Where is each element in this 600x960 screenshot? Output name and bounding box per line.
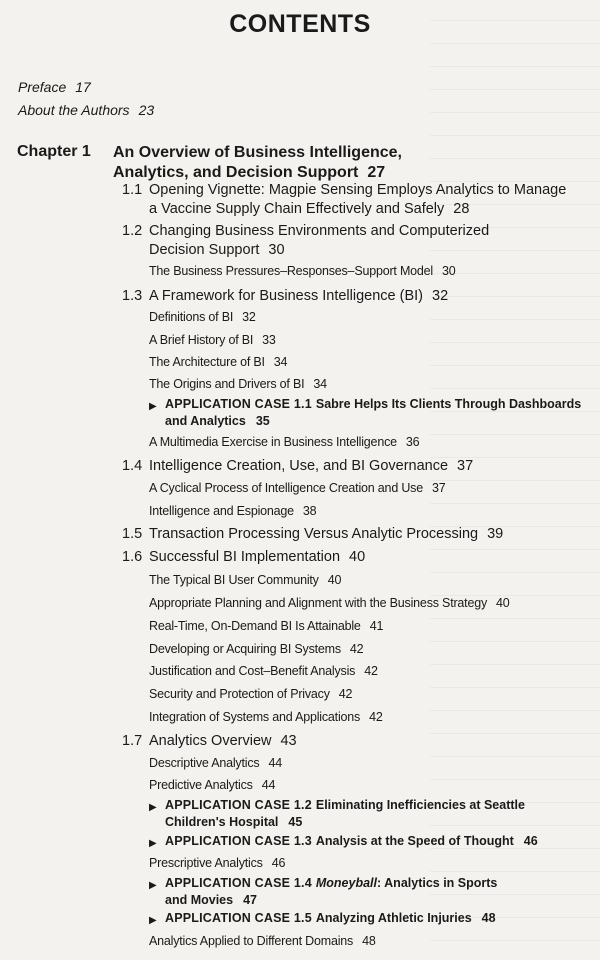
page-number: 41 — [369, 619, 384, 633]
page-number: 33 — [262, 333, 276, 347]
page-number: 42 — [349, 642, 364, 656]
section-number: 1.4 — [122, 458, 143, 474]
page-number: 47 — [243, 893, 257, 907]
page-number: 27 — [367, 164, 386, 181]
case-label: APPLICATION CASE 1.1 — [165, 397, 312, 411]
subsection-integration-systems[interactable]: Integration of Systems and Applications 42 — [149, 710, 383, 724]
subsection-appropriate-planning[interactable]: Appropriate Planning and Alignment with the Business Strategy 40 — [149, 596, 510, 610]
subsection-intelligence-espionage[interactable]: Intelligence and Espionage 38 — [149, 504, 317, 518]
section-number: 1.5 — [122, 526, 143, 542]
page-number: 42 — [369, 710, 383, 724]
triangle-bullet-icon: ▶ — [149, 880, 157, 891]
triangle-bullet-icon: ▶ — [149, 838, 157, 849]
subsection-justification-cost-benefit[interactable]: Justification and Cost–Benefit Analysis 42 — [149, 664, 378, 678]
subsection-analytics-domains[interactable]: Analytics Applied to Different Domains 48 — [149, 934, 376, 948]
page-number: 32 — [432, 288, 449, 304]
page-number: 42 — [338, 687, 353, 701]
page-number: 34 — [273, 355, 288, 369]
subsection-multimedia-exercise[interactable]: A Multimedia Exercise in Business Intelligence 36 — [149, 435, 420, 449]
page-number: 45 — [288, 815, 303, 829]
subsection-predictive-analytics[interactable]: Predictive Analytics 44 — [149, 778, 276, 792]
page-number: 35 — [255, 414, 270, 428]
front-matter-about-authors[interactable] — [18, 102, 154, 118]
page-number: 46 — [523, 834, 538, 848]
section-number: 1.3 — [122, 288, 143, 304]
page-number: 44 — [261, 778, 276, 792]
front-matter-preface[interactable] — [18, 79, 91, 95]
page-number: 30 — [268, 242, 285, 258]
subsection-origins-drivers-bi[interactable]: The Origins and Drivers of BI 34 — [149, 377, 327, 391]
page-number: 42 — [364, 664, 378, 678]
page-number: 28 — [453, 201, 470, 217]
subsection-brief-history-bi[interactable]: A Brief History of BI 33 — [149, 333, 276, 347]
chapter-title-line1: An Overview of Business Intelligence, — [113, 144, 402, 161]
page-number: 48 — [362, 934, 376, 948]
case-label: APPLICATION CASE 1.3 — [165, 834, 312, 848]
page-title: CONTENTS — [229, 10, 371, 38]
subsection-business-pressures[interactable]: The Business Pressures–Responses–Support Model 30 — [149, 264, 456, 278]
page-number: 37 — [431, 481, 446, 495]
page-number: 37 — [457, 458, 474, 474]
page-number: 17 — [75, 79, 91, 95]
chapter-title-line2: Analytics, and Decision Support — [113, 164, 359, 181]
section-number: 1.6 — [122, 549, 143, 565]
page-number: 48 — [481, 911, 496, 925]
page-number: 40 — [496, 596, 510, 610]
section-title: Transaction Processing Versus Analytic Processing 39 — [149, 526, 504, 542]
case-label: APPLICATION CASE 1.2 — [165, 798, 312, 812]
subsection-real-time-bi[interactable]: Real-Time, On-Demand BI Is Attainable 41 — [149, 619, 384, 633]
subsection-cyclical-process[interactable]: A Cyclical Process of Intelligence Creation and Use 37 — [149, 481, 446, 495]
chapter-title[interactable] — [113, 143, 402, 183]
triangle-bullet-icon: ▶ — [149, 915, 157, 926]
subsection-definitions-of-bi[interactable]: Definitions of BI 32 — [149, 310, 256, 324]
entry-label: Preface — [18, 79, 67, 95]
case-label: APPLICATION CASE 1.4 — [165, 876, 312, 890]
subsection-architecture-of-bi[interactable]: The Architecture of BI 34 — [149, 355, 288, 369]
subsection-security-privacy[interactable]: Security and Protection of Privacy 42 — [149, 687, 353, 701]
triangle-bullet-icon: ▶ — [149, 401, 157, 412]
page-number: 30 — [442, 264, 456, 278]
page-number: 39 — [487, 526, 504, 542]
section-number: 1.2 — [122, 223, 143, 239]
section-title: Analytics Overview 43 — [149, 733, 297, 749]
page-number: 43 — [280, 733, 297, 749]
page-number: 40 — [349, 549, 366, 565]
page-number: 38 — [302, 504, 317, 518]
page-number: 40 — [327, 573, 342, 587]
subsection-descriptive-analytics[interactable]: Descriptive Analytics 44 — [149, 756, 282, 770]
section-number: 1.1 — [122, 182, 143, 198]
page-number: 23 — [138, 102, 155, 118]
entry-label: About the Authors — [18, 102, 130, 118]
section-title: A Framework for Business Intelligence (BI) 32 — [149, 288, 449, 304]
page-number: 34 — [313, 377, 327, 391]
section-title: Successful BI Implementation 40 — [149, 549, 366, 565]
section-number: 1.7 — [122, 733, 143, 749]
subsection-developing-bi-systems[interactable]: Developing or Acquiring BI Systems 42 — [149, 642, 364, 656]
case-label: APPLICATION CASE 1.5 — [165, 911, 312, 925]
section-title: Changing Business Environments and Computerized Decision Support 30 — [149, 223, 490, 258]
page-number: 44 — [268, 756, 282, 770]
section-title: Intelligence Creation, Use, and BI Governance 37 — [149, 458, 474, 474]
page-number: 36 — [405, 435, 420, 449]
toc-page: CONTENTS Preface 17 About the Authors 23 Chapter 1 An Overview of Business Intelligence, Analytics, and Decision Support 27 1.1 Opening Vignette: Magpie Sensing Employs Analytics to Manage a Vaccine Supply Chain Effectively and Safely 28 1.2 Changing Business Environments and Computerized Decision Support 30 The Business Pressures–Responses–Support Model 30 1.3 A Framework for Business Intelligence (BI) 32 Definitions of BI 32 A Brief History of BI 33 The Architecture of BI 34 The Origins and Drivers of BI 34 ▶ APPLICATION CASE 1.1 Sabre Helps Its Clients Through Dashboards and Analytics 35 A Multimedia Exercise in Business Intelligence 36 1.4 Intelligence Creation, Use, and BI Governance 37 A Cyclical Process of Intelligence Creation and Use 37 Intelligence and Espionage 38 1.5 Transaction Processing Versus Analytic Processing 39 1.6 Successful BI Implementation 40 The Typical BI User Community 40 Appropriate Planning and Alignment with the Business Strategy 40 Real-Time, On-Demand BI Is Attainable 41 Developing or Acquiring BI Systems 42 Justification and Cost–Benefit Analysis 42 Security and Protection of Privacy 42 Integration of Systems and Applications 42 1.7 Analytics Overview 43 Descriptive Analytics 44 Predictive Analytics 44 ▶ APPLICATION CASE 1.2 Eliminating Inefficiencies at Seattle Children's Hospital 45 ▶ APPLICATION CASE 1.3 Analysis at the Speed of Thought 46 Prescriptive Analytics 46 ▶ APPLICATION CASE 1.4 Moneyball: Analytics in Sports and Movies 47 ▶ APPLICATION CASE 1.5 Analyzing Athletic Injuries 48 Analytics Applied to Different Domains 48 — [0, 0, 600, 960]
chapter-label: Chapter 1 — [17, 143, 91, 160]
page-number: 32 — [242, 310, 256, 324]
subsection-prescriptive-analytics[interactable]: Prescriptive Analytics 46 — [149, 856, 286, 870]
section-title: Opening Vignette: Magpie Sensing Employs Analytics to Manage a Vaccine Supply Chain Effectively and Safely 28 — [149, 182, 567, 217]
subsection-typical-bi-user[interactable]: The Typical BI User Community 40 — [149, 573, 342, 587]
triangle-bullet-icon: ▶ — [149, 802, 157, 813]
page-number: 46 — [271, 856, 286, 870]
